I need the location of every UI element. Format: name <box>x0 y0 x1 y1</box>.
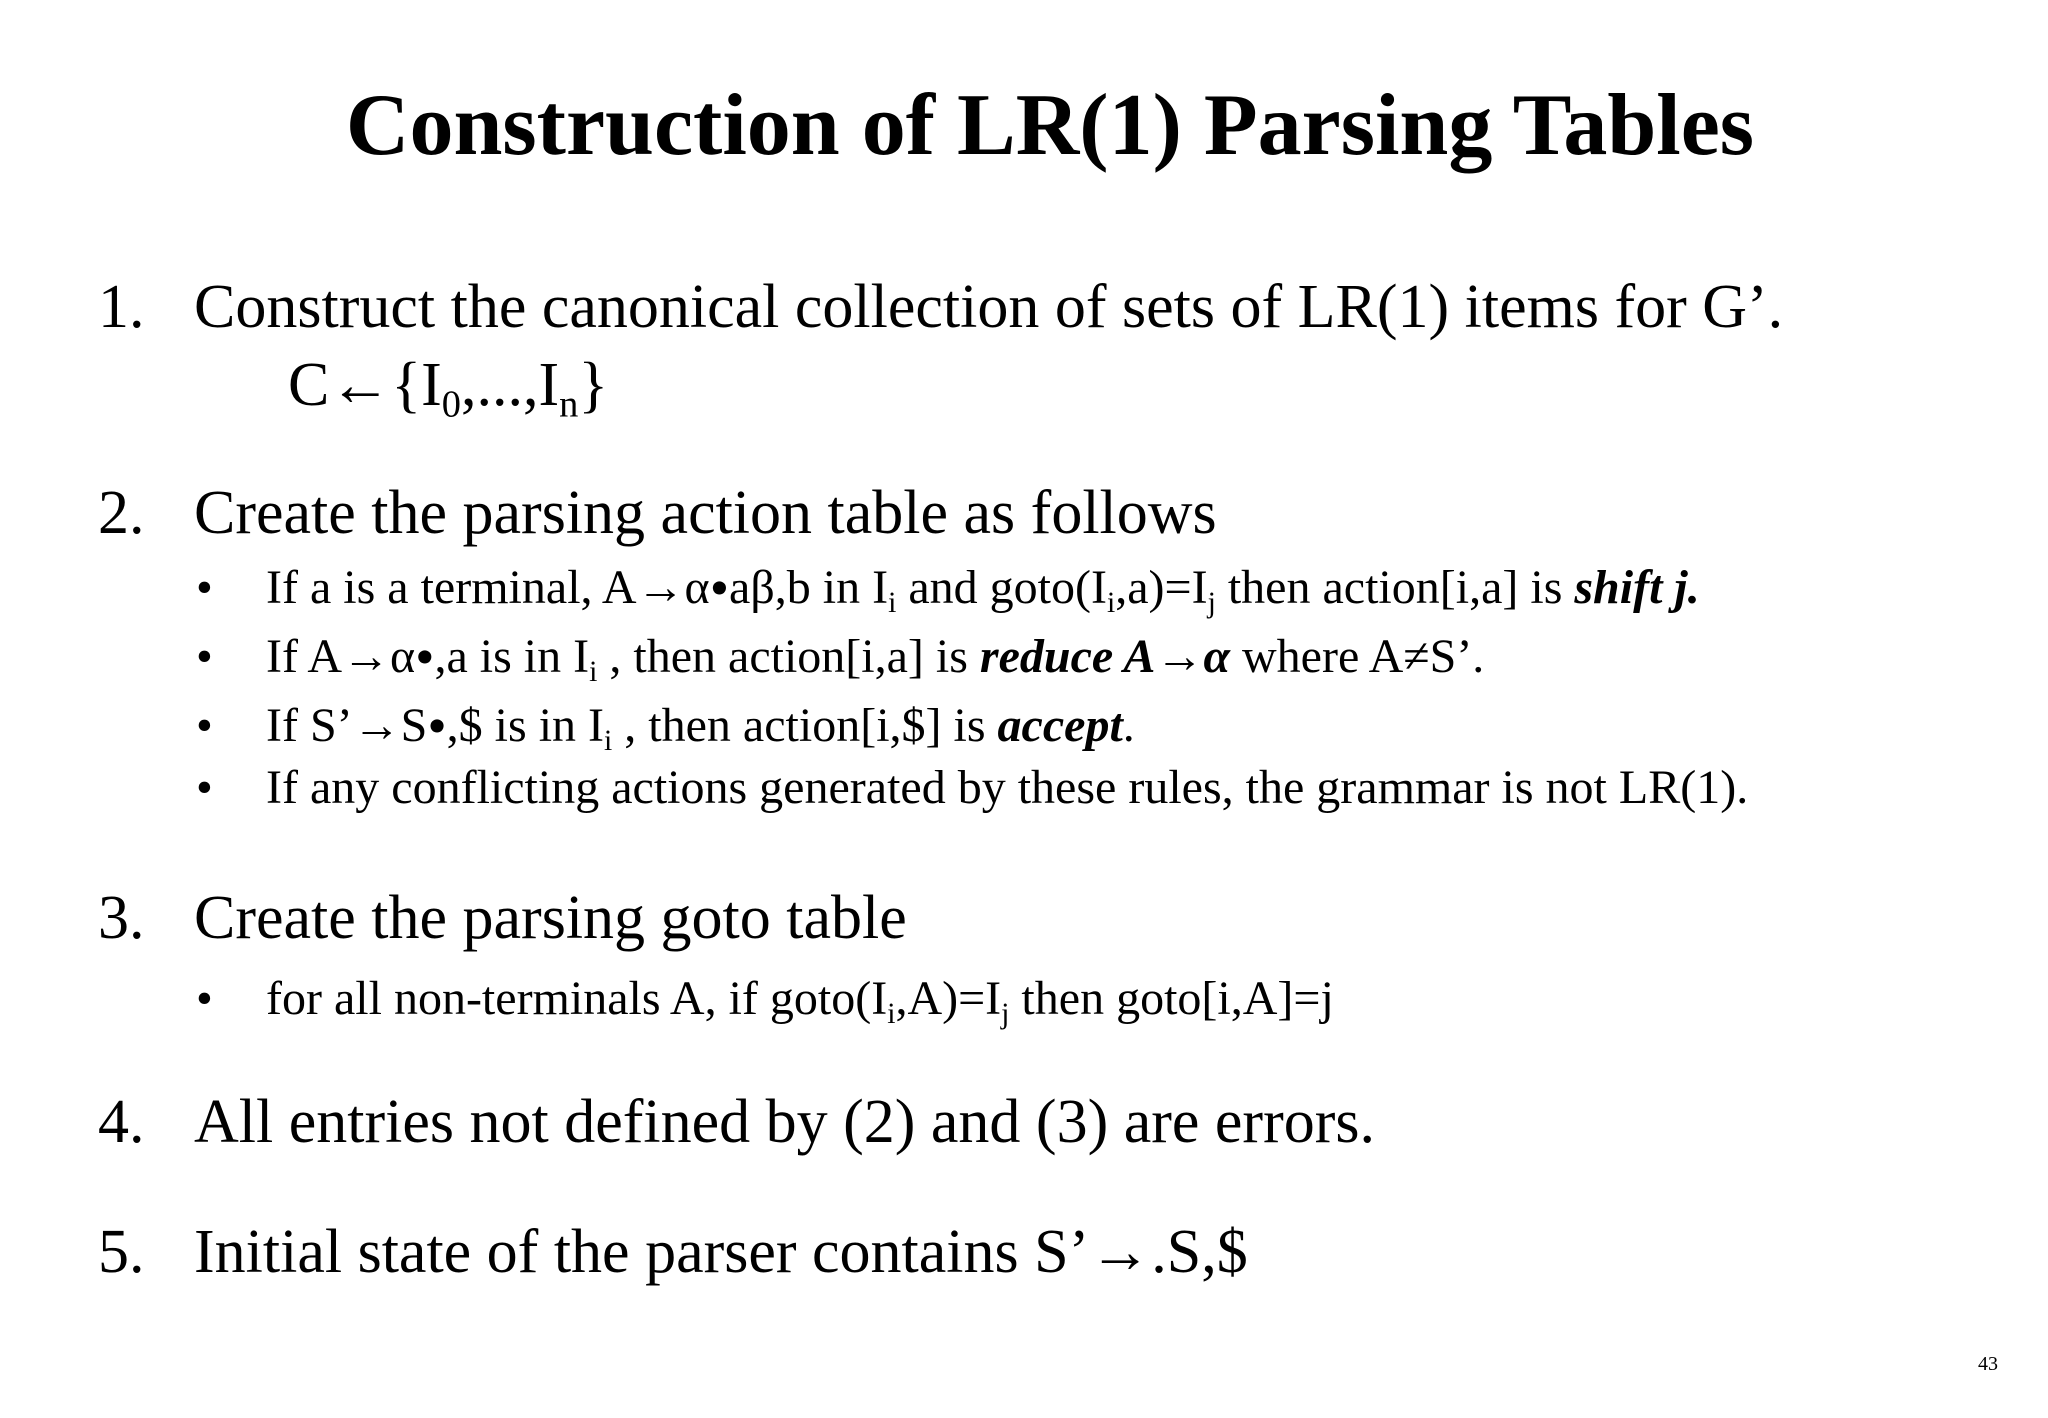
accept-action: accept <box>997 699 1123 752</box>
bullet-conflict-rule: • If any conflicting actions generated by these rules, the grammar is not LR(1). <box>196 761 1749 814</box>
bullet-marker: • <box>196 972 213 1025</box>
bullet-goto-rule: • for all non-terminals A, if $goto(I_i,A)=I_j$ then goto[i,A]=j <box>196 972 1334 1030</box>
step-number: 1. <box>98 273 145 341</box>
step-1 <box>98 272 1783 343</box>
item-dot-symbol: • <box>427 695 447 757</box>
step-4 <box>98 1087 1375 1158</box>
page-number: 43 <box>1978 1353 1998 1375</box>
step-text: Initial state of the parser contains S’→.S,$ <box>194 1218 1248 1286</box>
step-text: Create the parsing action table as follows <box>194 479 1217 547</box>
step-5 <box>98 1217 1248 1288</box>
bullet-shift-rule: • If a is a terminal, A→α•aβ,b in $I_i$ and $goto(I_i,a)=I_j$ then action[i,a] is shift j. <box>196 557 1700 619</box>
slide-title: Construction of LR(1) Parsing Tables <box>345 77 1755 174</box>
step-number: 4. <box>98 1088 145 1156</box>
step-text: Create the parsing goto table <box>194 884 907 952</box>
step-number: 3. <box>98 884 145 952</box>
left-arrow-symbol: ← <box>329 351 392 419</box>
step-text: Construct the canonical collection of sets of LR(1) items for G’. <box>194 273 1784 341</box>
bullet-reduce-rule: • If A→α•,a is in $I_i$ , then action[i,a] is reduce A→α where A≠S’. <box>196 626 1485 688</box>
bullet-marker: • <box>196 699 213 752</box>
bullet-marker: • <box>196 761 213 814</box>
step-number: 5. <box>98 1218 145 1286</box>
item-dot-symbol: • <box>415 626 435 688</box>
step-text: All entries not defined by (2) and (3) are errors. <box>194 1088 1375 1156</box>
item-dot-symbol: • <box>709 557 730 619</box>
bullet-marker: • <box>196 630 213 683</box>
shift-action: shift j. <box>1574 561 1700 614</box>
collection-formula: $C\leftarrow\{I_0,...,I_n\}$ <box>288 351 609 426</box>
bullet-marker: • <box>196 561 213 614</box>
bullet-accept-rule: • If S’→S•,$ is in $I_i$ , then action[i,$] is accept. <box>196 695 1135 757</box>
step-number: 2. <box>98 479 145 547</box>
reduce-action: reduce A→α <box>979 630 1230 683</box>
step-3 <box>98 883 907 954</box>
step-2 <box>98 478 1217 549</box>
